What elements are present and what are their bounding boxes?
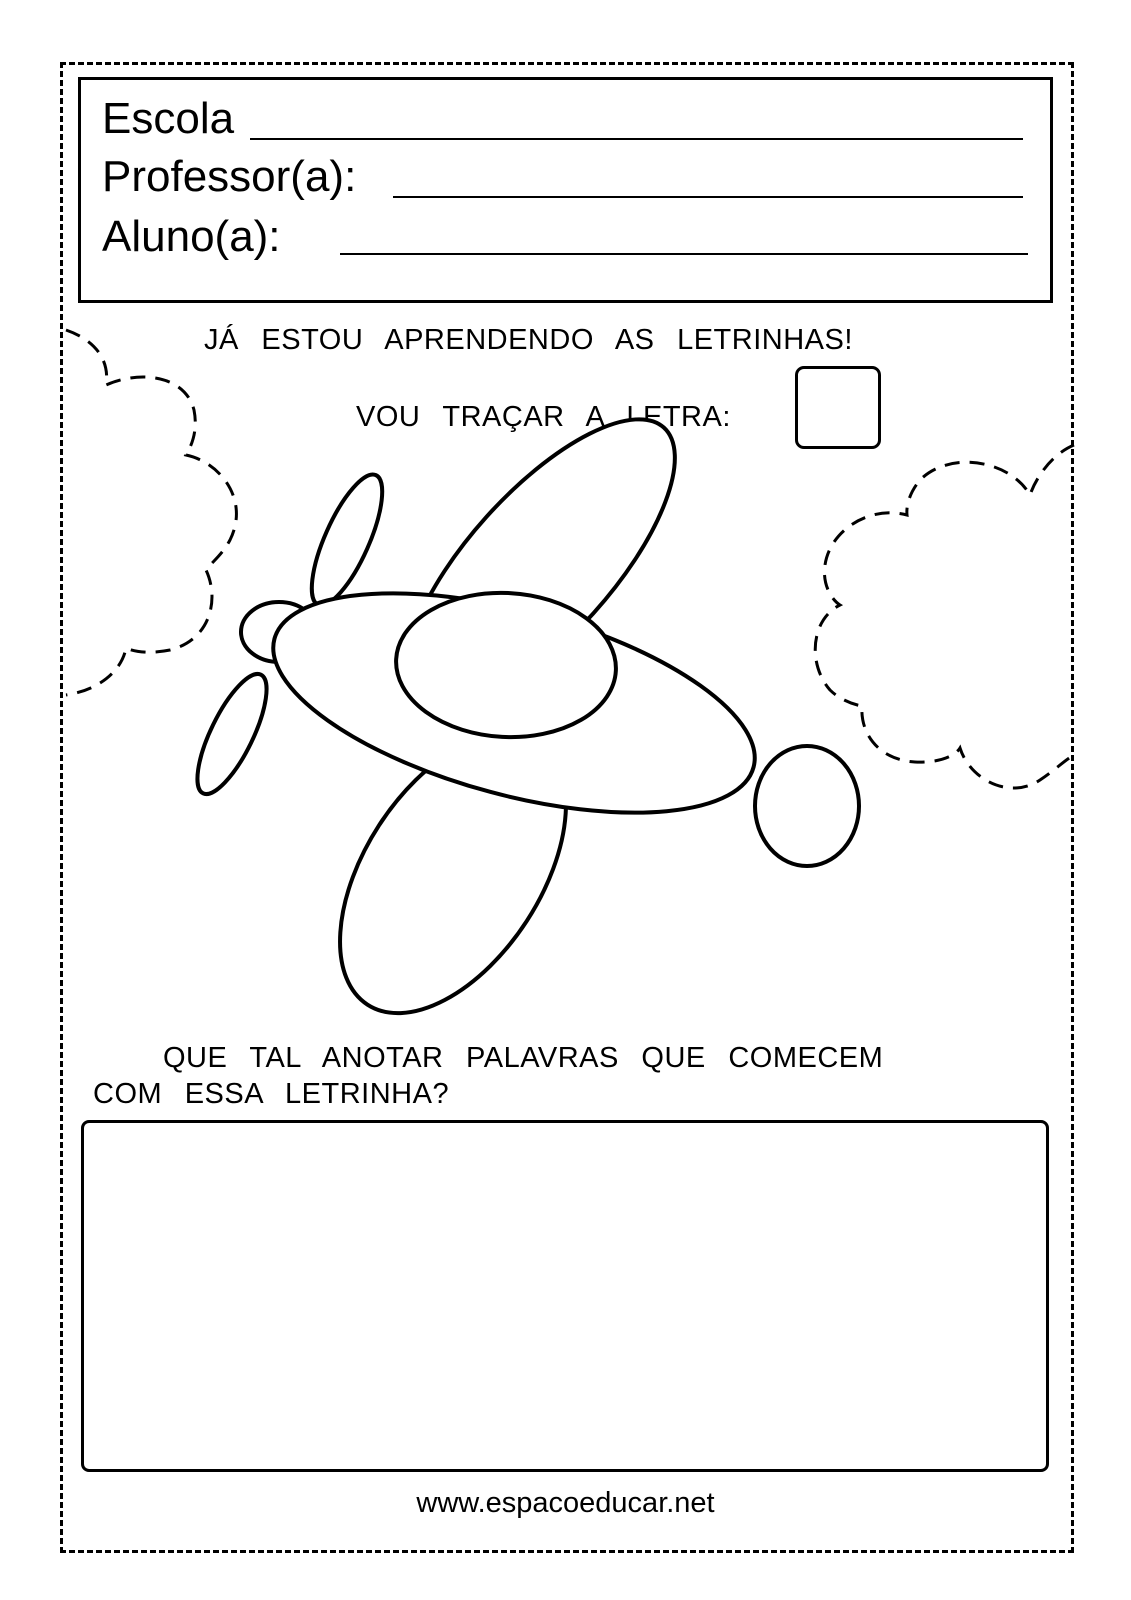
student-label: Aluno(a): — [102, 212, 281, 261]
airplane — [184, 379, 859, 1052]
trace-prompt: VOU TRAÇAR A LETRA: — [356, 401, 731, 433]
teacher-label: Professor(a): — [102, 152, 357, 201]
words-prompt-line2: COM ESSA LETRINHA? — [93, 1078, 450, 1110]
page-title: JÁ ESTOU APRENDENDO AS LETRINHAS! — [204, 324, 853, 356]
cloud-left — [66, 330, 236, 695]
cloud-right — [815, 445, 1074, 788]
tail-circle — [755, 746, 859, 866]
words-prompt-line1: QUE TAL ANOTAR PALAVRAS QUE COMECEM — [163, 1042, 884, 1074]
school-label: Escola — [102, 94, 235, 143]
propeller-blade-bottom — [184, 665, 280, 802]
footer-url: www.espacoeducar.net — [416, 1487, 715, 1519]
words-answer-box[interactable] — [81, 1120, 1049, 1472]
